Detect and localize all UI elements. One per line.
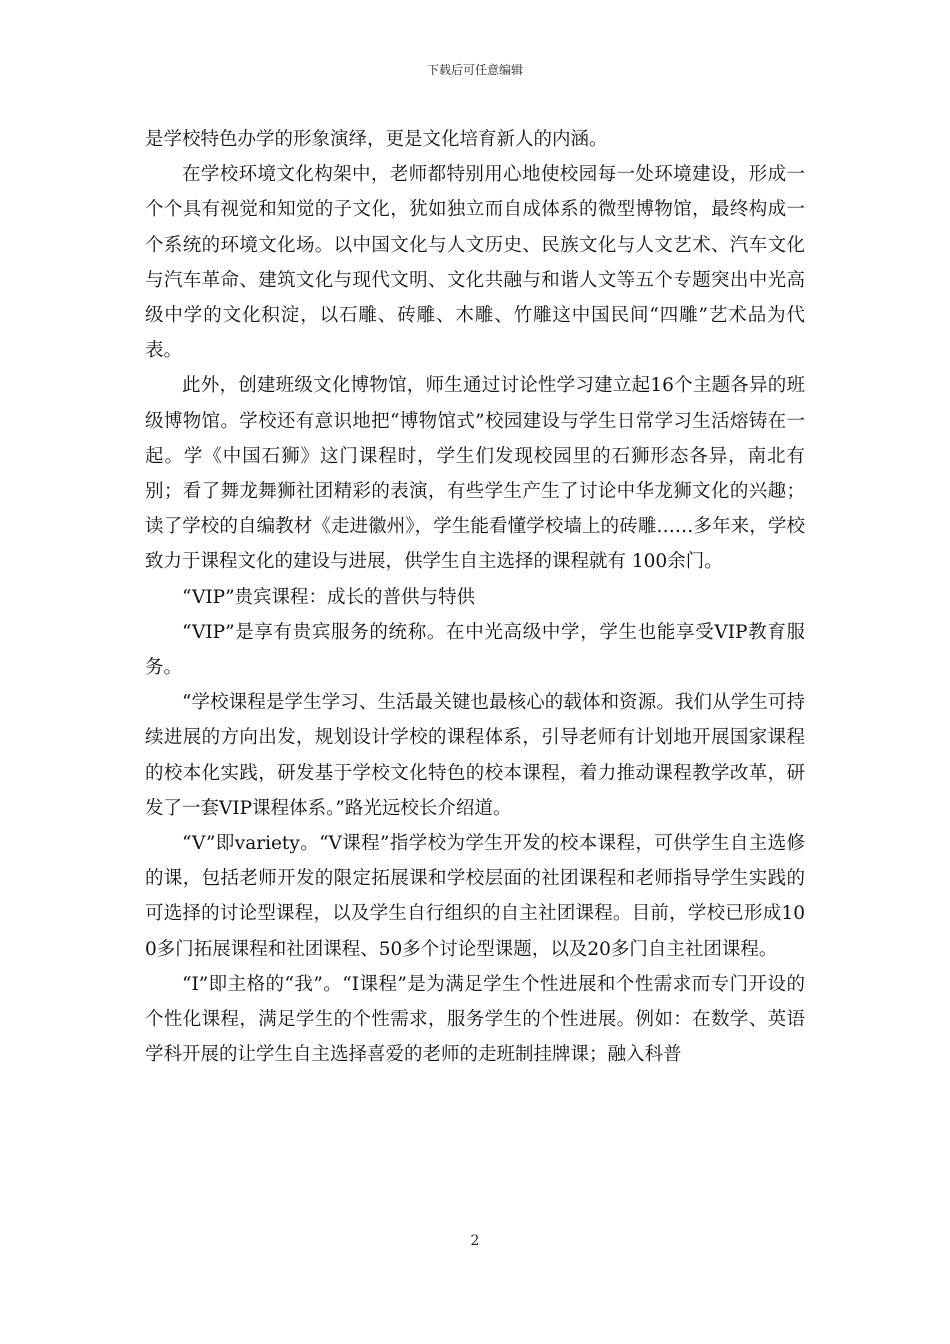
body-paragraph-3: 此外，创建班级文化博物馆，师生通过讨论性学习建立起16个主题各异的班级博物馆。学校还有意识地把“博物馆式”校园建设与学生日常学习生活熔铸在一起。学《中国石狮》这门课程时，学生们发现校园里的石狮形态各异，南北有别；看了舞龙舞狮社团精彩的表演，有些学生产生了讨论中华龙狮文化的兴趣；读了学校的自编教材《走进徽州》，学生能看懂学校墙上的砖雕……多年来，学校致力于课程文化的建设与进展，供学生自主选择的课程就有 100余门。 — [145, 375, 805, 573]
body-paragraph-1: 是学校特色办学的形象演绎，更是文化培育新人的内涵。 — [145, 129, 608, 150]
body-paragraph-6: “V”即variety。“V课程”指学校为学生开发的校本课程，可供学生自主选修的课，包括老师开发的限定拓展课和学校层面的社团课程和老师指导学生实践的可选择的讨论型课程，以及学生自行组织的自主社团课程。目前，学校已形成100多门拓展课程和社团课程、50多个讨论型课题，以及20多门自主社团课程。 — [145, 833, 805, 960]
body-paragraph-7: “I”即主格的“我”。“I课程”是为满足学生个性进展和个性需求而专门开设的个性化课程，满足学生的个性需求，服务学生的个性进展。例如：在数学、英语学科开展的让学生自主选择喜爱的老师的走班制挂牌课；融入科普 — [145, 973, 805, 1066]
body-paragraph-4: “VIP”是享有贵宾服务的统称。在中光高级中学，学生也能享受VIP教育服务。 — [145, 621, 805, 679]
page-header: 下载后可任意编辑 — [426, 63, 523, 77]
section-heading-vip: “VIP”贵宾课程：成长的普供与特供 — [182, 586, 476, 608]
page-number: 2 — [470, 1233, 480, 1249]
body-paragraph-5: “学校课程是学生学习、生活最关键也最核心的载体和资源。我们从学生可持续进展的方向出发，规划设计学校的课程体系，引导老师有计划地开展国家课程的校本化实践，研发基于学校文化特色的校本课程，着力推动课程教学改革，研发了一套VIP课程体系。”路光远校长介绍道。 — [145, 692, 805, 819]
body-paragraph-2: 在学校环境文化构架中，老师都特别用心地使校园每一处环境建设，形成一个个具有视觉和知觉的子文化，犹如独立而自成体系的微型博物馆，最终构成一个系统的环境文化场。以中国文化与人文历史、民族文化与人文艺术、汽车文化与汽车革命、建筑文化与现代文明、文化共融与和谐人文等五个专题突出中光高级中学的文化积淀，以石雕、砖雕、木雕、竹雕这中国民间“四雕”艺术品为代表。 — [145, 164, 805, 362]
page-body — [145, 122, 805, 1072]
